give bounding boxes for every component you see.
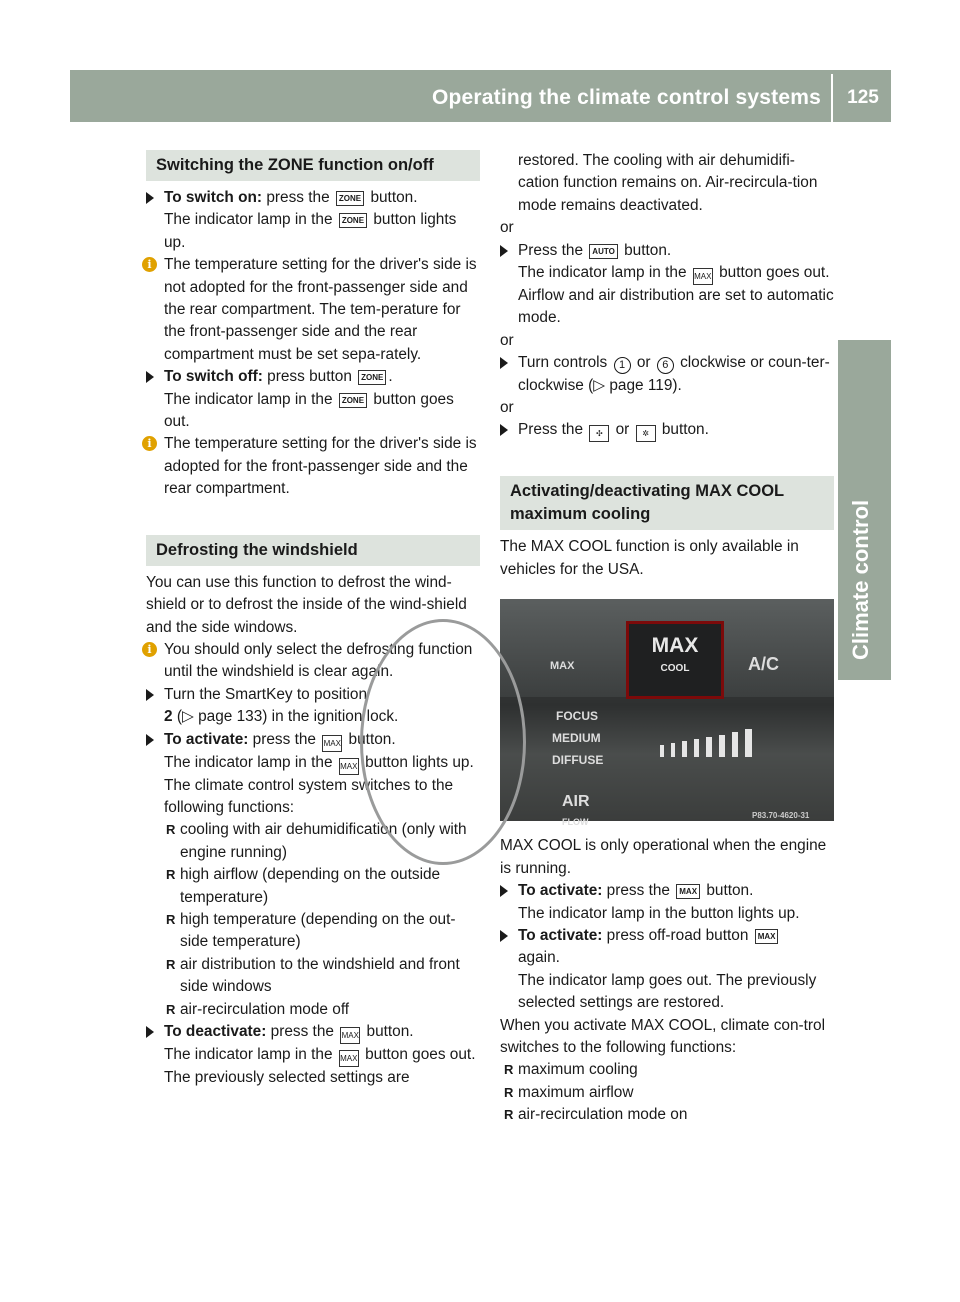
flow-label: FLOW	[562, 817, 589, 828]
info-icon: i	[142, 436, 157, 451]
cool-label: COOL	[660, 662, 690, 674]
step-text: press button	[267, 368, 352, 386]
zone-button-icon: ZONE	[336, 191, 364, 206]
ac-label: A/C	[748, 654, 779, 675]
zone-button-icon: ZONE	[339, 393, 367, 408]
step-activate-max-cool	[500, 880, 834, 925]
step-label: To activate:	[164, 730, 249, 748]
list-item-text: air distribution to the windshield and front side windows	[180, 955, 460, 996]
step-text: .	[388, 368, 393, 386]
step-text: Press the	[518, 241, 584, 259]
auto-button-icon: AUTO	[589, 244, 618, 259]
step-text: or	[636, 354, 651, 372]
max-cool-button-icon: MAX	[755, 929, 779, 944]
fan-up-button-icon: ✣	[589, 425, 609, 442]
continued-text	[500, 150, 834, 217]
step-arrow-icon	[146, 371, 154, 383]
step-text: The indicator lamp in the	[164, 753, 333, 771]
step-text: press the	[606, 882, 670, 900]
list-item-text: high airflow (depending on the outside temperature)	[180, 866, 441, 906]
control-6-icon: 6	[657, 357, 674, 374]
list-item: R high temperature (depending on the out-side temperature)	[166, 910, 456, 951]
section-title-zone: Switching the ZONE function on/off	[146, 150, 480, 181]
info-text: The temperature setting for the driver's side is adopted for the front-passenger side and the rear compartment.	[164, 435, 477, 498]
list-item: R air-recirculation mode on	[504, 1106, 688, 1124]
step-text: press the	[252, 730, 316, 748]
step-text: button goes out. The previously selected settings are	[164, 1046, 476, 1086]
info-note	[146, 433, 480, 500]
medium-label: MEDIUM	[552, 731, 601, 746]
step-text: Turn controls	[518, 354, 608, 372]
step-text: The indicator lamp in the	[164, 1046, 333, 1063]
step-switch-on	[146, 187, 480, 254]
info-icon: i	[142, 642, 157, 657]
defrost-button-icon: MAX	[322, 735, 342, 752]
step-text: button goes out. Airflow and air distribution are set to automatic mode.	[518, 264, 834, 327]
max-label: MAX	[651, 634, 699, 658]
step-arrow-icon	[500, 245, 508, 257]
list-item: R maximum airflow	[504, 1083, 634, 1101]
paragraph: When you activate MAX COOL, climate con-trol switches to the following functions:	[500, 1016, 826, 1056]
defrost-max-label: MAX	[550, 660, 575, 673]
step-text: Press the	[518, 421, 584, 439]
focus-label: FOCUS	[556, 709, 598, 724]
step-text: The climate control system switches to the following functions:	[164, 776, 454, 816]
step-text: again.	[518, 949, 560, 967]
airflow-bars	[660, 729, 800, 757]
step-text: The indicator lamp in the	[164, 390, 333, 408]
step-text: or	[615, 421, 630, 439]
section-side-label: Climate control	[848, 499, 873, 660]
page-number: 125	[847, 87, 879, 108]
list-item-text: air-recirculation mode on	[518, 1106, 688, 1124]
zone-button-icon: ZONE	[358, 370, 386, 385]
step-text: The indicator lamp in the	[164, 211, 333, 229]
climate-panel-photo	[500, 599, 834, 828]
section-title-max-cool: Activating/deactivating MAX COOL maximum cooling	[500, 476, 834, 530]
info-icon: i	[142, 257, 157, 272]
step-text: button.	[624, 241, 672, 259]
list-item-text: maximum cooling	[518, 1061, 638, 1079]
step-arrow-icon	[500, 424, 508, 436]
list-item: R air distribution to the windshield and front side windows	[166, 955, 460, 996]
or-separator: or	[500, 219, 514, 237]
info-text: You should only select the defrosting function until the windshield is clear again.	[164, 640, 473, 681]
paragraph: MAX COOL is only operational when the engine is running.	[500, 837, 827, 877]
step-text: restored. The cooling with air dehumidifi-cation function remains on. Air-recircula-tion mode remains deactivated.	[518, 152, 818, 214]
step-text: button.	[366, 1023, 414, 1040]
step-label: To deactivate:	[164, 1023, 267, 1040]
image-code: P83.70-4620-31	[752, 811, 810, 821]
paragraph: You can use this function to defrost the wind-shield or to defrost the inside of the wind-shield and the side windows.	[146, 573, 467, 636]
step-text: clockwise or coun-ter-clockwise (▷ page 119).	[518, 354, 830, 394]
step-turn-controls	[500, 352, 834, 397]
step-deactivate-defrost	[146, 1021, 480, 1089]
step-text: button.	[706, 882, 754, 900]
defrost-button-icon: MAX	[340, 1027, 360, 1044]
list-item: R cooling with air dehumidification (only with engine running)	[166, 821, 467, 861]
list-item-text: cooling with air dehumidification (only with engine running)	[180, 821, 467, 861]
step-label: To switch on:	[164, 189, 263, 206]
step-text: button lights up.	[164, 211, 457, 251]
defrost-button-icon: MAX	[339, 1050, 359, 1067]
list-item: R high airflow (depending on the outside temperature)	[166, 866, 441, 906]
list-item-text: high temperature (depending on the out-side temperature)	[180, 910, 456, 951]
step-arrow-icon	[500, 357, 508, 369]
header-separator	[831, 74, 833, 122]
step-text: The indicator lamp in the	[518, 264, 687, 282]
or-separator: or	[500, 399, 514, 417]
step-arrow-icon	[500, 930, 508, 942]
step-text: (▷ page 133) in the ignition lock.	[176, 708, 399, 726]
step-arrow-icon	[146, 192, 154, 204]
air-label: AIR	[562, 793, 590, 811]
info-text: The temperature setting for the driver's side is not adopted for the front-passenger side and the rear compartment. The tem-perature for the front-passenger side and the rear compartment must be set sepa-rately.	[164, 256, 477, 363]
section-title-defrost: Defrosting the windshield	[146, 535, 480, 566]
max-cool-button	[626, 621, 724, 699]
max-cool-button-icon: MAX	[676, 884, 700, 899]
step-text: The indicator lamp in the button lights up.	[518, 904, 800, 922]
step-label: To switch off:	[164, 368, 263, 386]
step-text: button.	[348, 730, 396, 748]
paragraph: The MAX COOL function is only available in vehicles for the USA.	[500, 538, 799, 578]
step-fan-buttons	[500, 419, 834, 442]
control-1-icon: 1	[614, 357, 631, 374]
header-title: Operating the climate control systems	[431, 86, 821, 109]
list-item: R maximum cooling	[504, 1061, 638, 1079]
list-item: R air-recirculation mode off	[166, 1000, 350, 1018]
info-note	[146, 254, 480, 366]
defrost-button-icon: MAX	[693, 268, 713, 285]
step-arrow-icon	[146, 734, 154, 746]
step-label: To activate:	[518, 926, 603, 944]
diffuse-label: DIFFUSE	[552, 753, 604, 768]
step-text: press the	[270, 1023, 334, 1040]
step-arrow-icon	[146, 1026, 154, 1038]
list-item-text: air-recirculation mode off	[180, 1000, 350, 1018]
step-text: button.	[370, 189, 418, 206]
step-text: The indicator lamp goes out. The previously selected settings are restored.	[518, 971, 817, 1012]
step-label: 2	[164, 708, 173, 726]
max-cool-function-list	[500, 1059, 834, 1126]
list-item-text: maximum airflow	[518, 1083, 634, 1101]
zone-button-icon: ZONE	[339, 213, 367, 228]
page-header	[70, 70, 891, 122]
step-auto	[500, 240, 834, 330]
step-activate-max-cool-again	[500, 925, 834, 1015]
step-switch-off	[146, 366, 480, 433]
step-arrow-icon	[500, 885, 508, 897]
step-arrow-icon	[146, 689, 154, 701]
fan-down-button-icon: ✲	[636, 425, 656, 442]
step-text: press off-road button	[606, 926, 749, 944]
step-text: Turn the SmartKey to position	[164, 685, 368, 703]
step-text: button.	[661, 421, 709, 439]
step-text: press the	[266, 189, 330, 206]
step-text: button lights up.	[365, 753, 474, 771]
defrost-button-icon: MAX	[339, 758, 359, 775]
step-text: button goes out.	[164, 390, 454, 431]
or-separator: or	[500, 331, 514, 349]
step-label: To activate:	[518, 882, 603, 900]
right-column	[500, 150, 834, 1127]
panel-dial-edge	[360, 619, 526, 865]
